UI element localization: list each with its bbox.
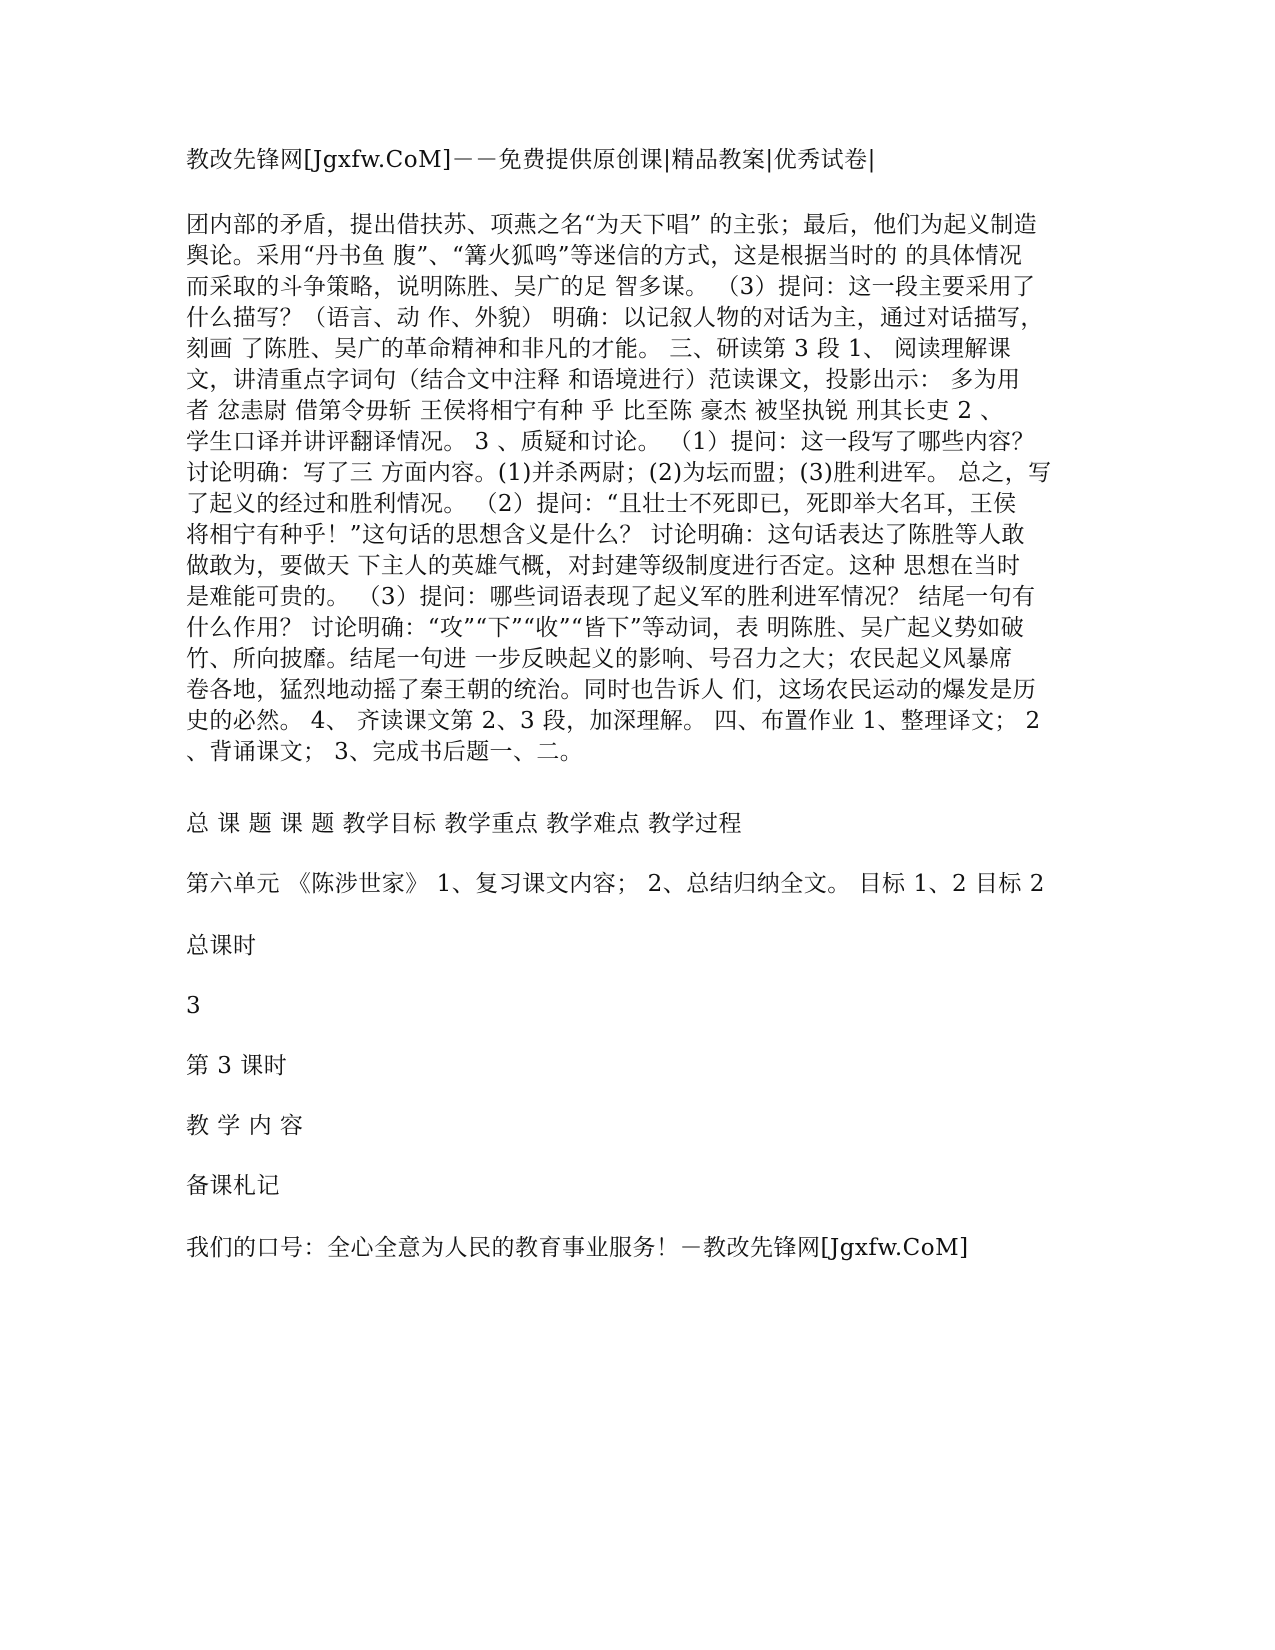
body-line: 是难能可贵的。 （3）提问：哪些词语表现了起义军的胜利进军情况？ 结尾一句有 <box>186 584 1036 610</box>
lesson-number-label: 第 3 课时 <box>186 1053 288 1079</box>
body-line: 刻画 了陈胜、吴广的革命精神和非凡的才能。 三、研读第 3 段 1、 阅读理解课 <box>186 336 1012 362</box>
body-line: 、背诵课文； 3、完成书后题一、二。 <box>186 739 584 765</box>
teaching-content-label: 教 学 内 容 <box>186 1113 304 1139</box>
body-line: 将相宁有种乎！”这句话的思想含义是什么？ 讨论明确：这句话表达了陈胜等人敢 <box>186 522 1025 548</box>
body-line: 舆论。采用“丹书鱼 腹”、“篝火狐鸣”等迷信的方式，这是根据当时的 的具体情况 <box>186 243 1023 269</box>
total-hours-value: 3 <box>186 993 202 1019</box>
body-line: 了起义的经过和胜利情况。 （2）提问：“且壮士不死即已，死即举大名耳，王侯 <box>186 491 1017 517</box>
lesson-notes-label: 备课札记 <box>186 1173 280 1199</box>
table-data-row: 第六单元 《陈涉世家》 1、复习课文内容； 2、总结归纳全文。 目标 1、2 目标 2 <box>186 871 1045 897</box>
body-line: 学生口译并讲评翻译情况。 3 、质疑和讨论。 （1）提问：这一段写了哪些内容？ <box>186 429 1035 455</box>
lesson-body <box>186 210 1106 768</box>
table-header-row: 总 课 题 课 题 教学目标 教学重点 教学难点 教学过程 <box>186 811 742 837</box>
body-line: 史的必然。 4、 齐读课文第 2、3 段，加深理解。 四、布置作业 1、整理译文； 2 <box>186 708 1041 734</box>
page-header: 教改先锋网[Jgxfw.CoM]－－免费提供原创课|精品教案|优秀试卷| <box>186 147 876 173</box>
total-hours-label: 总课时 <box>186 933 257 959</box>
body-line: 而采取的斗争策略，说明陈胜、吴广的足 智多谋。 （3）提问：这一段主要采用了 <box>186 274 1036 300</box>
body-line: 者 忿恚尉 借第令毋斩 王侯将相宁有种 乎 比至陈 豪杰 被坚执锐 刑其长吏 2 、 <box>186 398 1004 424</box>
body-line: 什么作用？ 讨论明确：“攻”“下”“收”“皆下”等动词，表 明陈胜、吴广起义势如破 <box>186 615 1025 641</box>
body-line: 卷各地，猛烈地动摇了秦王朝的统治。同时也告诉人 们，这场农民运动的爆发是历 <box>186 677 1037 703</box>
body-line: 团内部的矛盾，提出借扶苏、项燕之名“为天下唱” 的主张；最后，他们为起义制造 <box>186 212 1038 238</box>
body-line: 讨论明确：写了三 方面内容。(1)并杀两尉；(2)为坛而盟；(3)胜利进军。 总之，写 <box>186 460 1052 486</box>
page-footer: 我们的口号：全心全意为人民的教育事业服务！－教改先锋网[Jgxfw.CoM] <box>186 1235 969 1261</box>
body-line: 什么描写？（语言、动 作、外貌） 明确：以记叙人物的对话为主，通过对话描写， <box>186 305 1044 331</box>
body-line: 竹、所向披靡。结尾一句进 一步反映起义的影响、号召力之大；农民起义风暴席 <box>186 646 1013 672</box>
body-line: 做敢为，要做天 下主人的英雄气概，对封建等级制度进行否定。这种 思想在当时 <box>186 553 1021 579</box>
body-line: 文，讲清重点字词句（结合文中注释 和语境进行）范读课文，投影出示： 多为用 <box>186 367 1021 393</box>
